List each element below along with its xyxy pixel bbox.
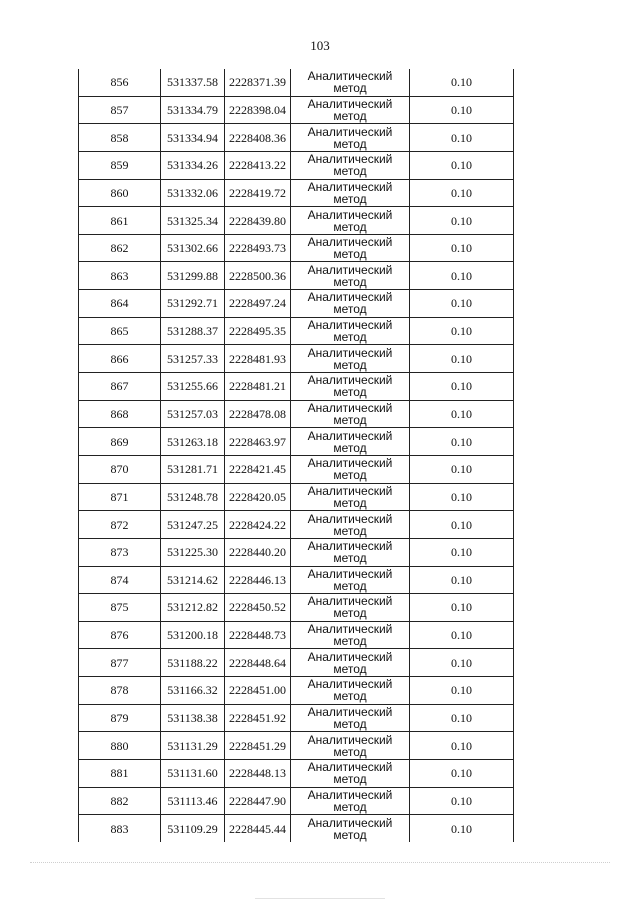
accuracy-cell: 0.10	[410, 511, 514, 539]
method-line-2: метод	[333, 551, 367, 566]
method-line-2: метод	[333, 164, 367, 179]
point-number-cell: 871	[79, 483, 161, 511]
method-line-1: Аналитический	[307, 207, 393, 222]
point-number-cell: 880	[79, 732, 161, 760]
y-coordinate-cell: 2228478.08	[225, 400, 291, 428]
x-coordinate-cell: 531334.79	[161, 96, 225, 124]
point-number-cell: 870	[79, 455, 161, 483]
method-cell	[291, 96, 410, 124]
method-line-1: Аналитический	[307, 290, 393, 305]
method-cell	[291, 677, 410, 705]
table-row	[79, 151, 514, 179]
method-line-2: метод	[333, 495, 367, 510]
table-row	[79, 455, 514, 483]
accuracy-cell: 0.10	[410, 677, 514, 705]
method-line-1: Аналитический	[307, 428, 393, 443]
point-number-cell: 883	[79, 815, 161, 842]
table-row	[79, 566, 514, 594]
y-coordinate-cell: 2228440.20	[225, 538, 291, 566]
y-coordinate-cell: 2228448.64	[225, 649, 291, 677]
point-number-cell: 867	[79, 373, 161, 401]
y-coordinate-cell: 2228451.92	[225, 704, 291, 732]
method-cell	[291, 483, 410, 511]
method-line-1: Аналитический	[307, 318, 393, 333]
y-coordinate-cell: 2228447.90	[225, 787, 291, 815]
point-number-cell: 860	[79, 179, 161, 207]
accuracy-cell: 0.10	[410, 345, 514, 373]
method-cell	[291, 455, 410, 483]
method-line-1: Аналитический	[307, 566, 393, 581]
method-line-1: Аналитический	[307, 179, 393, 194]
y-coordinate-cell: 2228481.93	[225, 345, 291, 373]
method-cell	[291, 511, 410, 539]
point-number-cell: 876	[79, 621, 161, 649]
table-row	[79, 290, 514, 318]
method-line-2: метод	[333, 247, 367, 262]
table-row	[79, 594, 514, 622]
method-line-2: метод	[333, 689, 367, 704]
method-cell	[291, 815, 410, 842]
point-number-cell: 868	[79, 400, 161, 428]
x-coordinate-cell: 531334.26	[161, 151, 225, 179]
method-cell	[291, 566, 410, 594]
method-cell	[291, 594, 410, 622]
method-line-1: Аналитический	[307, 511, 393, 526]
table-row	[79, 345, 514, 373]
point-number-cell: 866	[79, 345, 161, 373]
table-row	[79, 677, 514, 705]
point-number-cell: 863	[79, 262, 161, 290]
method-line-2: метод	[333, 744, 367, 759]
accuracy-cell: 0.10	[410, 234, 514, 262]
method-line-2: метод	[333, 302, 367, 317]
table-row	[79, 317, 514, 345]
x-coordinate-cell: 531263.18	[161, 428, 225, 456]
accuracy-cell: 0.10	[410, 538, 514, 566]
method-line-2: метод	[333, 634, 367, 649]
method-line-1: Аналитический	[307, 705, 393, 720]
table-row	[79, 400, 514, 428]
method-line-2: метод	[333, 827, 367, 842]
table-row	[79, 234, 514, 262]
y-coordinate-cell: 2228495.35	[225, 317, 291, 345]
y-coordinate-cell: 2228413.22	[225, 151, 291, 179]
table-row	[79, 179, 514, 207]
accuracy-cell: 0.10	[410, 151, 514, 179]
method-line-1: Аналитический	[307, 677, 393, 692]
method-line-1: Аналитический	[307, 649, 393, 664]
method-line-2: метод	[333, 468, 367, 483]
point-number-cell: 864	[79, 290, 161, 318]
method-line-2: метод	[333, 413, 367, 427]
x-coordinate-cell: 531302.66	[161, 234, 225, 262]
x-coordinate-cell: 531281.71	[161, 455, 225, 483]
method-line-1: Аналитический	[307, 96, 393, 111]
method-cell	[291, 400, 410, 428]
method-cell	[291, 262, 410, 290]
method-cell	[291, 538, 410, 566]
y-coordinate-cell: 2228451.00	[225, 677, 291, 705]
method-cell	[291, 373, 410, 401]
point-number-cell: 872	[79, 511, 161, 539]
coordinates-table	[78, 69, 514, 842]
table-row	[79, 621, 514, 649]
y-coordinate-cell: 2228371.39	[225, 69, 291, 96]
table-row	[79, 538, 514, 566]
method-cell	[291, 207, 410, 235]
point-number-cell: 873	[79, 538, 161, 566]
accuracy-cell: 0.10	[410, 400, 514, 428]
method-cell	[291, 179, 410, 207]
accuracy-cell: 0.10	[410, 290, 514, 318]
y-coordinate-cell: 2228424.22	[225, 511, 291, 539]
method-line-2: метод	[333, 772, 367, 787]
y-coordinate-cell: 2228448.13	[225, 760, 291, 788]
method-line-2: метод	[333, 606, 367, 621]
table-row	[79, 428, 514, 456]
point-number-cell: 858	[79, 124, 161, 152]
accuracy-cell: 0.10	[410, 732, 514, 760]
method-line-2: метод	[333, 191, 367, 206]
y-coordinate-cell: 2228446.13	[225, 566, 291, 594]
table-row	[79, 96, 514, 124]
y-coordinate-cell: 2228450.52	[225, 594, 291, 622]
method-line-1: Аналитический	[307, 235, 393, 250]
method-line-1: Аналитический	[307, 69, 393, 84]
x-coordinate-cell: 531113.46	[161, 787, 225, 815]
method-line-1: Аналитический	[307, 345, 393, 360]
method-line-2: метод	[333, 717, 367, 732]
method-line-2: метод	[333, 578, 367, 593]
method-cell	[291, 787, 410, 815]
method-line-1: Аналитический	[307, 401, 393, 415]
table-row	[79, 207, 514, 235]
x-coordinate-cell: 531257.03	[161, 400, 225, 428]
accuracy-cell: 0.10	[410, 760, 514, 788]
method-line-1: Аналитический	[307, 787, 393, 802]
y-coordinate-cell: 2228497.24	[225, 290, 291, 318]
method-cell	[291, 760, 410, 788]
accuracy-cell: 0.10	[410, 373, 514, 401]
x-coordinate-cell: 531292.71	[161, 290, 225, 318]
method-line-1: Аналитический	[307, 732, 393, 747]
method-line-2: метод	[333, 136, 367, 151]
accuracy-cell: 0.10	[410, 428, 514, 456]
accuracy-cell: 0.10	[410, 621, 514, 649]
page-number: 103	[310, 38, 330, 53]
point-number-cell: 877	[79, 649, 161, 677]
x-coordinate-cell: 531337.58	[161, 69, 225, 96]
y-coordinate-cell: 2228463.97	[225, 428, 291, 456]
table-row	[79, 649, 514, 677]
x-coordinate-cell: 531109.29	[161, 815, 225, 842]
x-coordinate-cell: 531325.34	[161, 207, 225, 235]
point-number-cell: 865	[79, 317, 161, 345]
method-line-2: метод	[333, 108, 367, 123]
accuracy-cell: 0.10	[410, 455, 514, 483]
x-coordinate-cell: 531288.37	[161, 317, 225, 345]
accuracy-cell: 0.10	[410, 815, 514, 842]
x-coordinate-cell: 531332.06	[161, 179, 225, 207]
table-row	[79, 511, 514, 539]
method-line-1: Аналитический	[307, 456, 393, 471]
y-coordinate-cell: 2228500.36	[225, 262, 291, 290]
table-row	[79, 262, 514, 290]
method-line-2: метод	[333, 661, 367, 676]
table-row	[79, 787, 514, 815]
scan-noise-line	[255, 898, 385, 900]
accuracy-cell: 0.10	[410, 704, 514, 732]
method-cell	[291, 234, 410, 262]
coordinates-table-body	[79, 69, 514, 842]
method-cell	[291, 290, 410, 318]
accuracy-cell: 0.10	[410, 207, 514, 235]
y-coordinate-cell: 2228445.44	[225, 815, 291, 842]
point-number-cell: 861	[79, 207, 161, 235]
table-row	[79, 69, 514, 96]
x-coordinate-cell: 531188.22	[161, 649, 225, 677]
method-line-1: Аналитический	[307, 152, 393, 167]
table-row	[79, 760, 514, 788]
y-coordinate-cell: 2228421.45	[225, 455, 291, 483]
x-coordinate-cell: 531247.25	[161, 511, 225, 539]
x-coordinate-cell: 531334.94	[161, 124, 225, 152]
x-coordinate-cell: 531299.88	[161, 262, 225, 290]
method-cell	[291, 345, 410, 373]
method-line-2: метод	[333, 357, 367, 372]
method-cell	[291, 732, 410, 760]
x-coordinate-cell: 531166.32	[161, 677, 225, 705]
accuracy-cell: 0.10	[410, 69, 514, 96]
accuracy-cell: 0.10	[410, 317, 514, 345]
method-line-1: Аналитический	[307, 373, 393, 388]
accuracy-cell: 0.10	[410, 566, 514, 594]
method-line-2: метод	[333, 219, 367, 234]
method-line-1: Аналитический	[307, 815, 393, 830]
point-number-cell: 879	[79, 704, 161, 732]
method-line-2: метод	[333, 274, 367, 289]
method-cell	[291, 124, 410, 152]
point-number-cell: 881	[79, 760, 161, 788]
x-coordinate-cell: 531257.33	[161, 345, 225, 373]
point-number-cell: 862	[79, 234, 161, 262]
point-number-cell: 875	[79, 594, 161, 622]
method-line-1: Аналитический	[307, 622, 393, 637]
table-row	[79, 815, 514, 842]
method-line-2: метод	[333, 330, 367, 345]
accuracy-cell: 0.10	[410, 483, 514, 511]
x-coordinate-cell: 531131.29	[161, 732, 225, 760]
table-row	[79, 373, 514, 401]
method-cell	[291, 621, 410, 649]
method-line-1: Аналитический	[307, 483, 393, 498]
accuracy-cell: 0.10	[410, 96, 514, 124]
method-cell	[291, 317, 410, 345]
accuracy-cell: 0.10	[410, 649, 514, 677]
accuracy-cell: 0.10	[410, 124, 514, 152]
y-coordinate-cell: 2228408.36	[225, 124, 291, 152]
table-row	[79, 483, 514, 511]
point-number-cell: 856	[79, 69, 161, 96]
y-coordinate-cell: 2228439.80	[225, 207, 291, 235]
x-coordinate-cell: 531138.38	[161, 704, 225, 732]
method-line-2: метод	[333, 523, 367, 538]
table-row	[79, 124, 514, 152]
point-number-cell: 859	[79, 151, 161, 179]
accuracy-cell: 0.10	[410, 262, 514, 290]
y-coordinate-cell: 2228420.05	[225, 483, 291, 511]
x-coordinate-cell: 531214.62	[161, 566, 225, 594]
x-coordinate-cell: 531200.18	[161, 621, 225, 649]
method-cell	[291, 69, 410, 96]
point-number-cell: 874	[79, 566, 161, 594]
y-coordinate-cell: 2228451.29	[225, 732, 291, 760]
method-line-2: метод	[333, 799, 367, 814]
y-coordinate-cell: 2228493.73	[225, 234, 291, 262]
x-coordinate-cell: 531225.30	[161, 538, 225, 566]
accuracy-cell: 0.10	[410, 787, 514, 815]
y-coordinate-cell: 2228481.21	[225, 373, 291, 401]
method-line-1: Аналитический	[307, 594, 393, 609]
method-line-1: Аналитический	[307, 124, 393, 139]
method-line-1: Аналитический	[307, 539, 393, 554]
method-line-1: Аналитический	[307, 760, 393, 775]
point-number-cell: 869	[79, 428, 161, 456]
method-cell	[291, 704, 410, 732]
y-coordinate-cell: 2228419.72	[225, 179, 291, 207]
x-coordinate-cell: 531255.66	[161, 373, 225, 401]
method-line-2: метод	[333, 440, 367, 455]
method-line-2: метод	[333, 81, 367, 96]
x-coordinate-cell: 531212.82	[161, 594, 225, 622]
x-coordinate-cell: 531131.60	[161, 760, 225, 788]
method-cell	[291, 428, 410, 456]
point-number-cell: 882	[79, 787, 161, 815]
accuracy-cell: 0.10	[410, 594, 514, 622]
y-coordinate-cell: 2228398.04	[225, 96, 291, 124]
y-coordinate-cell: 2228448.73	[225, 621, 291, 649]
scan-noise-line	[30, 862, 610, 864]
table-row	[79, 704, 514, 732]
x-coordinate-cell: 531248.78	[161, 483, 225, 511]
method-cell	[291, 151, 410, 179]
method-line-1: Аналитический	[307, 262, 393, 277]
point-number-cell: 878	[79, 677, 161, 705]
method-line-2: метод	[333, 385, 367, 400]
accuracy-cell: 0.10	[410, 179, 514, 207]
table-row	[79, 732, 514, 760]
method-cell	[291, 649, 410, 677]
point-number-cell: 857	[79, 96, 161, 124]
